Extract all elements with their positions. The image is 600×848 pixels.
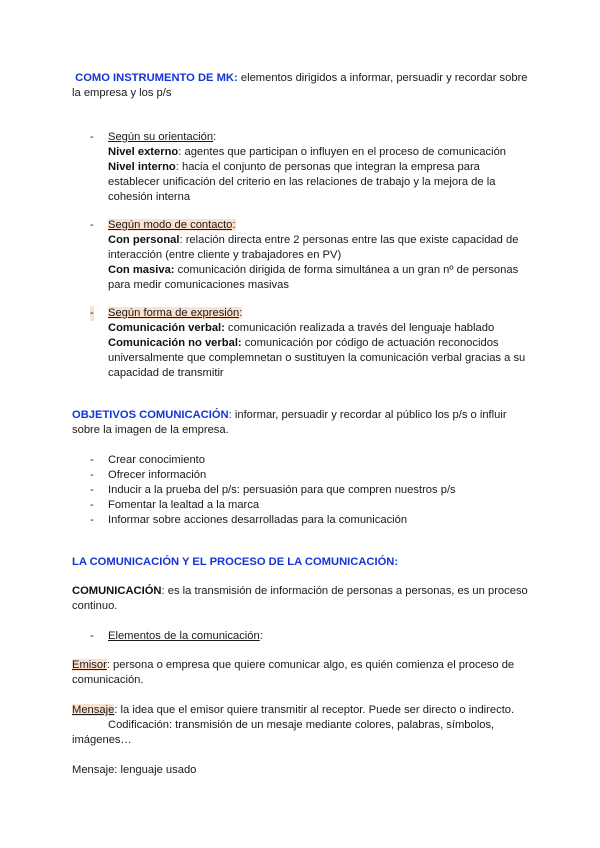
expresion-label: Según forma de expresión xyxy=(108,307,240,319)
externo-text: : agentes que participan o influyen en el proceso de comunicación xyxy=(178,146,507,158)
verbal-text: comunicación realizada a través del lenguaje hablado xyxy=(224,322,495,334)
verbal-line xyxy=(108,321,532,336)
dash-bullet: - xyxy=(90,219,94,231)
instrumento-text: elementos dirigidos a informar, persuadir y recordar sobre la empresa y los p/s xyxy=(72,72,528,99)
list-item: - Según modo de contacto: xyxy=(90,219,236,231)
instrumento-paragraph xyxy=(72,71,532,101)
expresion-block xyxy=(72,306,532,381)
list-item: - Ofrecer información xyxy=(90,469,207,481)
externo-line xyxy=(108,145,532,160)
contacto-label: Según modo de contacto xyxy=(108,219,233,231)
objetivos-paragraph xyxy=(72,408,532,438)
objetivos-heading: OBJETIVOS COMUNICACIÓN xyxy=(72,409,229,421)
comunicacion-term: COMUNICACIÓN xyxy=(72,585,162,597)
mensaje-term: Mensaje xyxy=(72,704,115,716)
dash-bullet: - xyxy=(90,484,94,496)
emisor-text: : persona o empresa que quiere comunicar algo, es quién comienza el proceso de comunicación. xyxy=(72,659,515,686)
personal-text: : relación directa entre 2 personas entre las que existe capacidad de interacción (entre cliente y trabajadores en PV) xyxy=(108,234,519,261)
dash-bullet: - xyxy=(90,307,94,319)
personal-term: Con personal xyxy=(108,234,180,246)
comunicacion-text: : es la transmisión de información de personas a personas, es un proceso continuo. xyxy=(72,585,528,612)
objetivos-text: : informar, persuadir y recordar al público los p/s o influir sobre la imagen de la empresa. xyxy=(72,409,507,436)
list-item: - Elementos de la comunicación: xyxy=(90,630,263,642)
section-title: LA COMUNICACIÓN Y EL PROCESO DE LA COMUNICACIÓN: xyxy=(72,556,399,568)
masiva-line xyxy=(108,263,532,293)
contacto-block xyxy=(72,218,532,293)
orientacion-block xyxy=(72,130,532,205)
list-item: - Informar sobre acciones desarrolladas para la comunicación xyxy=(90,514,408,526)
dash-bullet: - xyxy=(90,630,94,642)
noverbal-term: Comunicación no verbal: xyxy=(108,337,242,349)
list-item: - Según forma de expresión: xyxy=(90,307,243,319)
instrumento-heading: COMO INSTRUMENTO DE MK: xyxy=(75,72,238,84)
elementos-block xyxy=(72,629,532,644)
noverbal-text: comunicación por código de actuación reconocidos universalmente que complemnetan o sustituyen la comunicación verbal gracias a su capacidad de transmitir xyxy=(108,337,526,379)
personal-line xyxy=(108,233,532,263)
dash-bullet: - xyxy=(90,454,94,466)
dash-bullet: - xyxy=(90,131,94,143)
emisor-term: Emisor xyxy=(72,659,107,671)
interno-text: : hacia el conjunto de personas que integran la empresa para establecer unificación del criterio en las relaciones de trabajo y la mejora de la cohesión interna xyxy=(108,161,496,203)
list-item: - Fomentar la lealtad a la marca xyxy=(90,499,260,511)
mensaje2-paragraph: Mensaje: lenguaje usado xyxy=(72,764,197,776)
list-item: - Crear conocimiento xyxy=(90,454,206,466)
mensaje-paragraph xyxy=(72,703,532,748)
dash-bullet: - xyxy=(90,469,94,481)
noverbal-line xyxy=(108,336,532,381)
interno-term: Nivel interno xyxy=(108,161,176,173)
externo-term: Nivel externo xyxy=(108,146,179,158)
codificacion-text: Codificación: transmisión de un mesaje mediante colores, palabras, símbolos, imágenes… xyxy=(72,719,495,746)
masiva-term: Con masiva: xyxy=(108,264,175,276)
dash-bullet: - xyxy=(90,514,94,526)
emisor-paragraph xyxy=(72,658,532,688)
mensaje-text: : la idea que el emisor quiere transmitir al receptor. Puede ser directo o indirecto. xyxy=(114,704,515,716)
masiva-text: comunicación dirigida de forma simultánea a un gran nº de personas para medir comunicaciones masivas xyxy=(108,264,519,291)
interno-line xyxy=(108,160,532,205)
list-item: - Según su orientación: xyxy=(90,131,217,143)
elementos-label: Elementos de la comunicación xyxy=(108,630,260,642)
orientacion-label: Según su orientación xyxy=(108,131,214,143)
comunicacion-paragraph xyxy=(72,584,532,614)
objetivos-list xyxy=(72,453,532,528)
verbal-term: Comunicación verbal: xyxy=(108,322,225,334)
dash-bullet: - xyxy=(90,499,94,511)
list-item: - Inducir a la prueba del p/s: persuasión para que compren nuestros p/s xyxy=(90,484,456,496)
